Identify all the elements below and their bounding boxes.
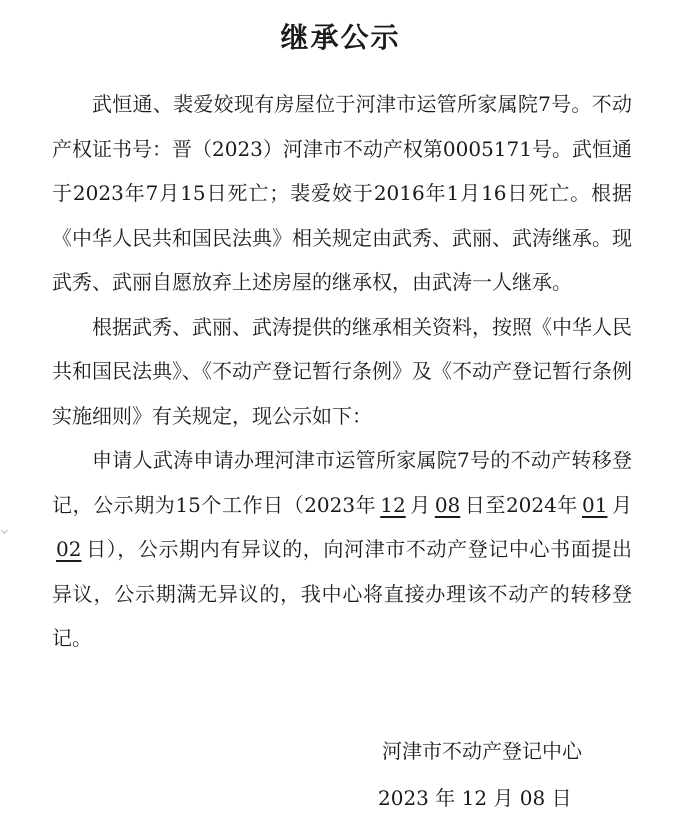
notice-body: [52, 82, 632, 661]
month-word-end: 月: [611, 492, 632, 517]
paragraph-announcement-period: [52, 438, 632, 661]
end-month: 01: [581, 492, 608, 517]
signature-date: 2023 年 12 月 08 日: [378, 786, 572, 810]
start-day: 08: [434, 492, 461, 517]
paragraph-property-info: 武恒通、裴爱姣现有房屋位于河津市运管所家属院7号。不动产权证书号：晋（2023）河津市不动产权第0005171号。武恒通于2023年7月15日死亡；裴爱姣于2016年1月16日死亡。根据《中华人民共和国民法典》相关规定由武秀、武丽、武涛继承。现武秀、武丽自愿放弃上述房屋的继承权，由武涛一人继承。: [52, 92, 632, 294]
chevron-down-icon: [1, 527, 8, 534]
signature-organization: 河津市不动产登记中心: [382, 739, 582, 763]
start-month: 12: [380, 492, 406, 517]
month-word-start: 月: [409, 492, 431, 517]
page-title: 继承公示: [280, 21, 401, 54]
announcement-lead-text: 申请人武涛申请办理河津市运管所家属院7号的不动产转移登记，公示期为15个工作日（2023年: [52, 448, 632, 517]
end-day: 02: [56, 537, 82, 561]
paragraph-legal-basis: 根据武秀、武丽、武涛提供的继承相关资料，按照《中华人民共和国民法典》、《不动产登记暂行条例》及《不动产登记暂行条例实施细则》有关规定，现公示如下：: [52, 314, 632, 428]
to-text: 日至2024年: [464, 492, 578, 517]
announcement-tail-text: 日），公示期内有异议的，向河津市不动产登记中心书面提出异议，公示期满无异议的，我中心将直接办理该不动产的转移登记。: [52, 537, 632, 650]
